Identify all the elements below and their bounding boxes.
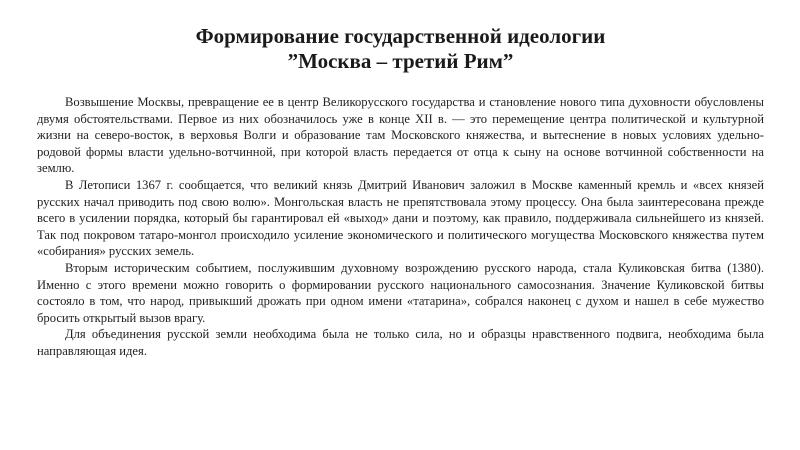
paragraph-3: Вторым историческим событием, послужившим духовному возрождению русского народа, стала Куликовская битва (1380). Именно с этого времени можно говорить о формировании русского национального самосознания. Значение Куликовской битвы состояло в том, что народ, привыкший дрожать при одном имени «татарина», собрался наконец с духом и нашел в себе мужество бросить открытый вызов врагу. [37, 260, 764, 325]
slide-body [37, 94, 764, 360]
paragraph-4: Для объединения русской земли необходима была не только сила, но и образцы нравственного подвига, необходима была направляющая идея. [37, 327, 764, 358]
title-line-1: Формирование государственной идеологии [195, 24, 606, 48]
title-line-2: ”Москва – третий Рим” [287, 49, 514, 73]
slide-title [37, 24, 764, 74]
paragraph-2: В Летописи 1367 г. сообщается, что великий князь Дмитрий Иванович заложил в Москве каменный кремль и «всех князей русских начал приводить под свою волю». Монгольская власть не препятствовала этому процессу. Она была заинтересована прежде всего в усилении порядка, который бы гарантировал ей «выход» дани и поэтому, как правило, поддерживала сильнейшего из князей. Так под покровом татаро-монгол происходило усиление экономического и политического могущества Московского княжества путем «собирания» русских земель. [37, 177, 764, 259]
paragraph-1: Возвышение Москвы, превращение ее в центр Великорусского государства и становление нового типа духовности обусловлены двумя обстоятельствами. Первое из них обозначилось уже в конце XII в. — это перемещение центра политической и культурной жизни на северо-восток, в верховья Волги и образование там Московского княжества, и вытеснение в новых условиях удельно-родовой формы власти удельно-вотчинной, при которой власть передается от отца к сыну на основе вотчинной собственности на землю. [37, 95, 764, 176]
